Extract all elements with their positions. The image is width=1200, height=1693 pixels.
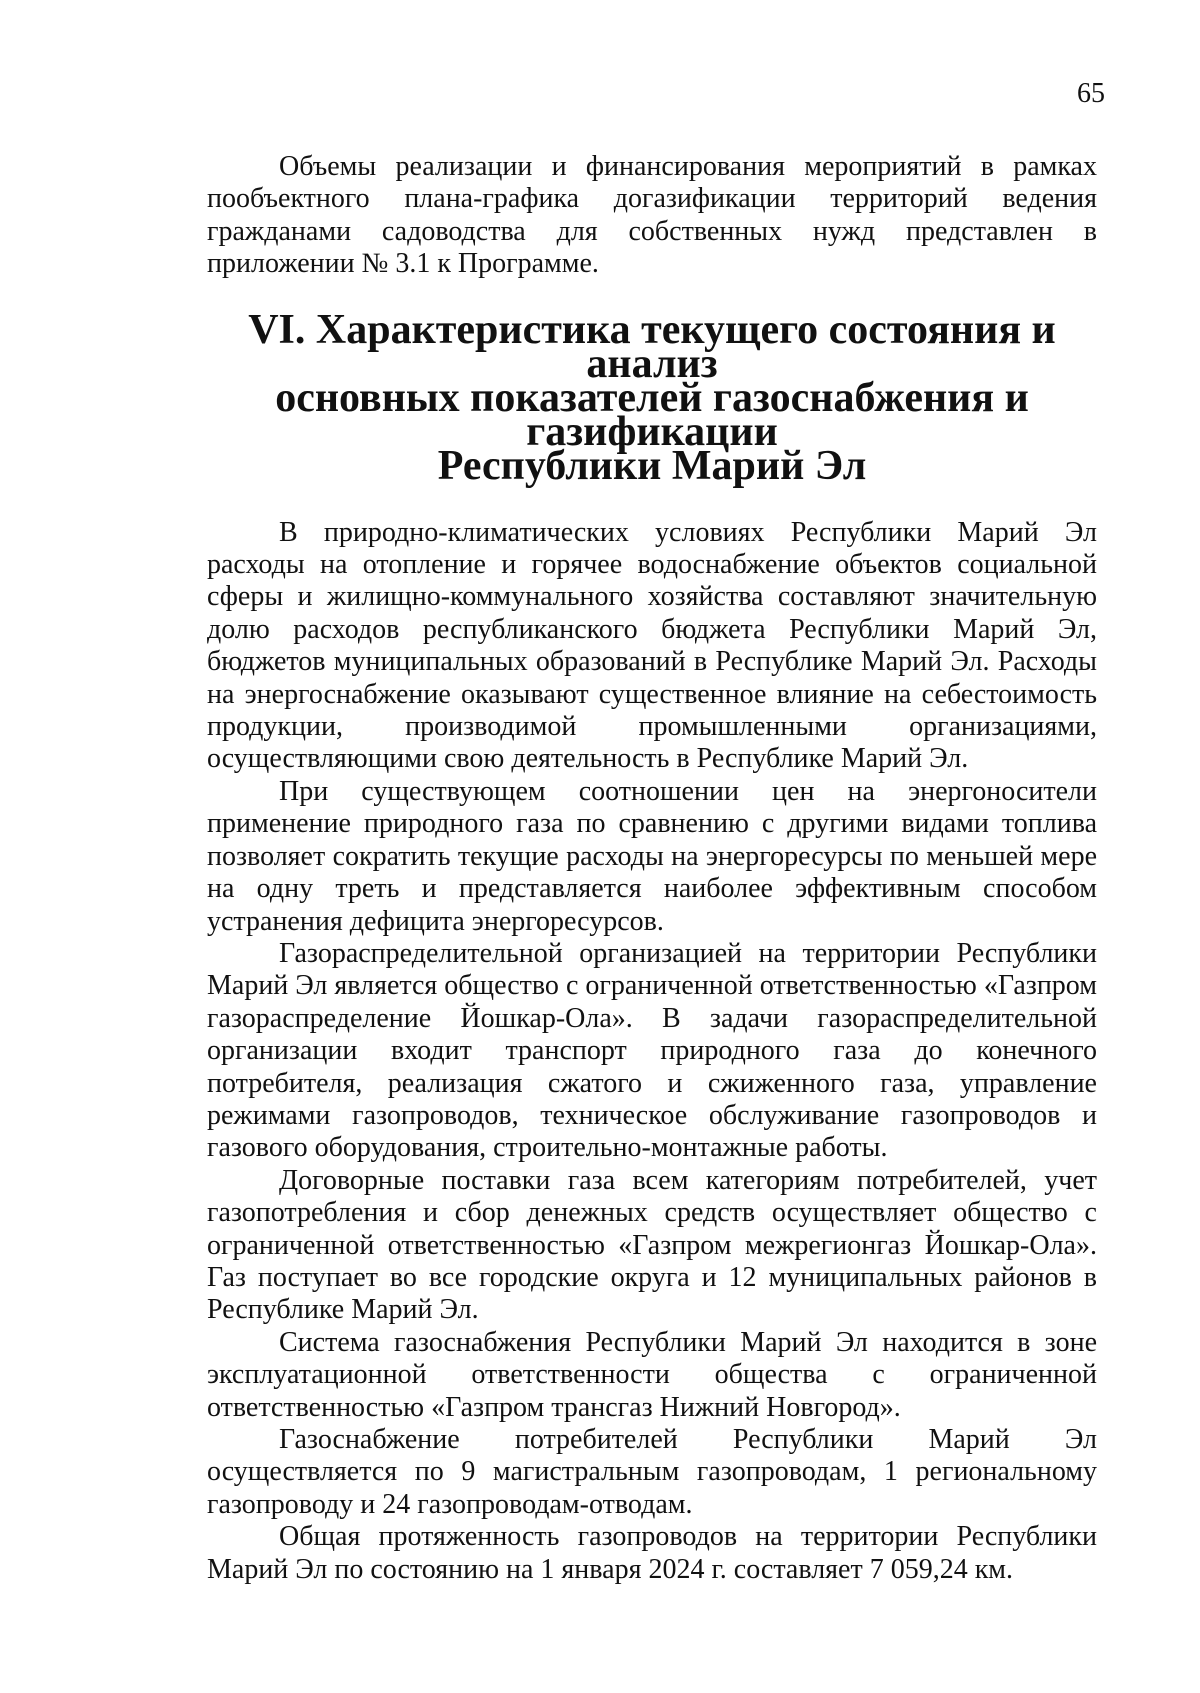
section-heading-line-3: Республики Марий Эл (437, 442, 867, 489)
page-number: 65 (1077, 78, 1105, 109)
section-heading (207, 306, 1097, 489)
paragraph-climate-costs: В природно-климатических условиях Республики Марий Эл расходы на отопление и горячее водоснабжение объектов социальной сферы и жилищно-коммунального хозяйства составляют значительную долю расходов республиканского бюджета Республики Марий Эл, бюджетов муниципальных образований в Республике Марий Эл. Расходы на энергоснабжение оказывают существенное влияние на себестоимость продукции, производимой промышленными организациями, осуществляющими свою деятельность в Республике Марий Эл. (207, 516, 1097, 775)
intro-paragraph: Объемы реализации и финансирования мероприятий в рамках пообъектного плана-графика догазификации территорий ведения гражданами садоводства для собственных нужд представлен в приложении № 3.1 к Программе. (207, 151, 1097, 280)
paragraph-supply-system: Система газоснабжения Республики Марий Эл находится в зоне эксплуатационной ответственности общества с ограниченной ответственностью «Газпром трансгаз Нижний Новгород». (207, 1326, 1097, 1423)
paragraph-pipelines-length: Общая протяженность газопроводов на территории Республики Марий Эл по состоянию на 1 января 2024 г. составляет 7 059,24 км. (207, 1521, 1097, 1585)
paragraph-distribution-org: Газораспределительной организацией на территории Республики Марий Эл является общество с ограниченной ответственностью «Газпром газораспределение Йошкар-Ола». В задачи газораспределительной организации входит транспорт природного газа до конечного потребителя, реализация сжатого и сжиженного газа, управление режимами газопроводов, техническое обслуживание газопроводов и газового оборудования, строительно-монтажные работы. (207, 937, 1097, 1164)
document-body (207, 151, 1097, 1586)
section-heading-line-2: основных показателей газоснабжения и газификации (275, 374, 1029, 455)
paragraph-supply-contracts: Договорные поставки газа всем категориям потребителей, учет газопотребления и сбор денежных средств осуществляет общество с ограниченной ответственностью «Газпром межрегионгаз Йошкар-Ола». Газ поступает во все городские округа и 12 муниципальных районов в Республике Марий Эл. (207, 1164, 1097, 1326)
paragraph-gas-advantage: При существующем соотношении цен на энергоносители применение природного газа по сравнению с другими видами топлива позволяет сократить текущие расходы на энергоресурсы по меньшей мере на одну треть и представляется наиболее эффективным способом устранения дефицита энергоресурсов. (207, 775, 1097, 937)
section-heading-line-1: VI. Характеристика текущего состояния и анализ (248, 306, 1056, 387)
paragraph-pipelines-count: Газоснабжение потребителей Республики Марий Эл осуществляется по 9 магистральным газопроводам, 1 региональному газопроводу и 24 газопроводам-отводам. (207, 1424, 1097, 1520)
